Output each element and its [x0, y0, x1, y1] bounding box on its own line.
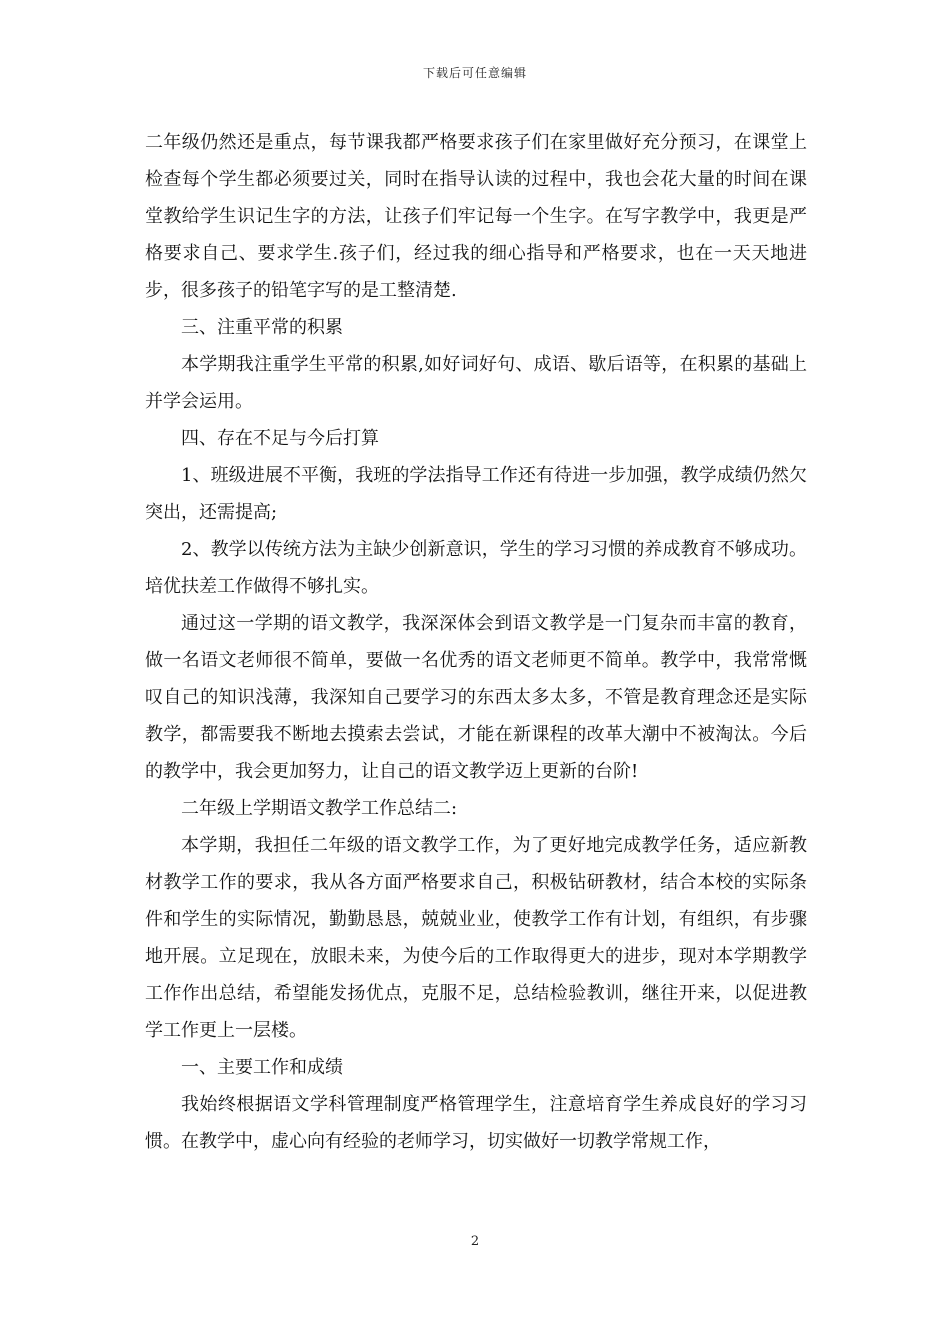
- page-number: 2: [470, 1234, 480, 1249]
- list-item-1: 1、班级进展不平衡，我班的学法指导工作还有待进一步加强，教学成绩仍然欠突出，还需提高;: [145, 465, 807, 523]
- paragraph-1: 二年级仍然还是重点，每节课我都严格要求孩子们在家里做好充分预习，在课堂上检查每个学生都必须要过关，同时在指导认读的过程中，我也会花大量的时间在课堂教给学生识记生字的方法，让孩子们牢记每一个生字。在写字教学中，我更是严格要求自己、要求学生.孩子们，经过我的细心指导和严格要求，也在一天天地进步，很多孩子的铅笔字写的是工整清楚.: [145, 132, 807, 301]
- document-body: [145, 124, 807, 1160]
- paragraph-5: 我始终根据语文学科管理制度严格管理学生，注意培育学生养成良好的学习习惯。在教学中，虚心向有经验的老师学习，切实做好一切教学常规工作，: [145, 1094, 807, 1152]
- section-heading-1: 一、主要工作和成绩: [181, 1057, 343, 1078]
- paragraph-2: 本学期我注重学生平常的积累,如好词好句、成语、歇后语等，在积累的基础上并学会运用。: [145, 354, 807, 412]
- section-heading-3: 三、注重平常的积累: [181, 317, 343, 338]
- page-header: 下载后可任意编辑: [422, 66, 527, 80]
- paragraph-3: 通过这一学期的语文教学，我深深体会到语文教学是一门复杂而丰富的教育，做一名语文老师很不简单，要做一名优秀的语文老师更不简单。教学中，我常常慨叹自己的知识浅薄，我深知自己要学习的东西太多太多，不管是教育理念还是实际教学，都需要我不断地去摸索去尝试，才能在新课程的改革大潮中不被淘汰。今后的教学中，我会更加努力，让自己的语文教学迈上更新的台阶!: [145, 613, 807, 782]
- summary-title-2: 二年级上学期语文教学工作总结二:: [181, 798, 458, 819]
- paragraph-4: 本学期，我担任二年级的语文教学工作，为了更好地完成教学任务，适应新教材教学工作的要求，我从各方面严格要求自己，积极钻研教材，结合本校的实际条件和学生的实际情况，勤勤恳恳，兢兢业业，使教学工作有计划，有组织，有步骤地开展。立足现在，放眼未来，为使今后的工作取得更大的进步，现对本学期教学工作作出总结，希望能发扬优点，克服不足，总结检验教训，继往开来，以促进教学工作更上一层楼。: [145, 835, 807, 1041]
- section-heading-4: 四、存在不足与今后打算: [181, 428, 379, 449]
- list-item-2: 2、教学以传统方法为主缺少创新意识，学生的学习习惯的养成教育不够成功。培优扶差工作做得不够扎实。: [145, 539, 807, 597]
